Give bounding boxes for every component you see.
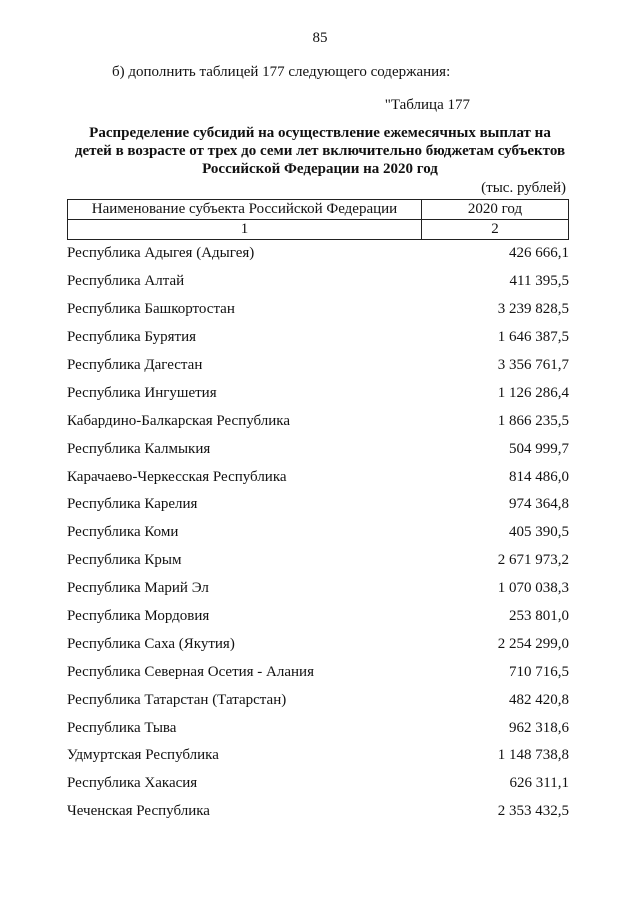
- region-name: Республика Коми: [67, 524, 179, 541]
- subsidy-value: 426 666,1: [509, 245, 569, 262]
- heading-line: Российской Федерации на 2020 год: [202, 161, 438, 177]
- table-row: [67, 658, 569, 686]
- region-name: Кабардино-Балкарская Республика: [67, 412, 291, 429]
- table-row: [67, 296, 569, 324]
- region-name: Карачаево-Черкесская Республика: [67, 468, 287, 485]
- subsidy-value: 710 716,5: [509, 663, 569, 680]
- subsidy-value: 253 801,0: [509, 608, 569, 625]
- subsidy-value: 626 311,1: [509, 775, 569, 792]
- table-row: [67, 519, 569, 547]
- table-row: [67, 491, 569, 519]
- subsidy-value: 1 148 738,8: [497, 747, 569, 764]
- header-row: [68, 200, 569, 220]
- subsidy-value: 405 390,5: [509, 524, 569, 541]
- region-name: Республика Алтай: [67, 273, 185, 290]
- table-row: [67, 742, 569, 770]
- region-name: Республика Тыва: [67, 719, 177, 736]
- table-row: [67, 547, 569, 575]
- table-caption: "Таблица 177: [384, 97, 470, 113]
- table-row: [67, 268, 569, 296]
- heading-line: Распределение субсидий на осуществление ежемесячных выплат на: [89, 125, 551, 141]
- table-row: [67, 630, 569, 658]
- table-row: [67, 240, 569, 268]
- subsidy-value: 3 356 761,7: [497, 357, 569, 373]
- table-row: [67, 352, 569, 380]
- subsidy-value: 482 420,8: [509, 691, 569, 708]
- table-row: [67, 407, 569, 435]
- subsidy-value: 1 070 038,3: [497, 580, 569, 597]
- region-name: Республика Марий Эл: [67, 580, 209, 597]
- subsidy-value: 3 239 828,5: [497, 301, 569, 318]
- heading-line: детей в возрасте от трех до семи лет включительно бюджетам субъектов: [74, 143, 566, 159]
- region-name: Республика Карелия: [67, 496, 198, 513]
- subsidy-value: 504 999,7: [509, 440, 569, 457]
- subsidy-value: 962 318,6: [509, 719, 569, 736]
- subsidy-value: 1 126 286,4: [497, 384, 569, 401]
- region-name: Республика Мордовия: [67, 608, 210, 625]
- region-name: Республика Хакасия: [67, 775, 198, 792]
- table-row: [67, 575, 569, 603]
- subsidy-value: 2 254 299,0: [497, 635, 569, 652]
- region-name: Республика Дагестан: [67, 357, 203, 373]
- table-row: [67, 379, 569, 407]
- subsidy-value: 974 364,8: [509, 496, 569, 513]
- subsidy-value: 411 395,5: [509, 273, 569, 290]
- table-body: [67, 240, 569, 826]
- table-header: [67, 199, 569, 240]
- table-row: [67, 435, 569, 463]
- region-name: Удмуртская Республика: [67, 747, 219, 764]
- table-heading: [40, 124, 600, 178]
- header-col-year: 2020 год: [422, 200, 569, 220]
- region-name: Республика Бурятия: [67, 329, 197, 346]
- region-name: Республика Северная Осетия - Алания: [67, 663, 314, 680]
- header-col-name: Наименование субъекта Российской Федерации: [68, 200, 422, 220]
- table-row: [67, 463, 569, 491]
- region-name: Республика Крым: [67, 552, 182, 569]
- region-name: Чеченская Республика: [67, 803, 210, 820]
- subsidy-value: 2 671 973,2: [497, 552, 569, 569]
- subsidy-value: 1 646 387,5: [497, 329, 569, 346]
- subsidy-value: 2 353 432,5: [497, 803, 569, 820]
- header-num-1: 1: [68, 220, 422, 240]
- units-label: (тыс. рублей): [481, 180, 566, 196]
- page-number: 85: [312, 30, 328, 46]
- table-row: [67, 714, 569, 742]
- subsidy-value: 1 866 235,5: [497, 412, 569, 429]
- table-row: [67, 798, 569, 826]
- table-row: [67, 603, 569, 631]
- table-row: [67, 770, 569, 798]
- region-name: Республика Ингушетия: [67, 384, 217, 401]
- region-name: Республика Татарстан (Татарстан): [67, 691, 287, 708]
- table-row: [67, 686, 569, 714]
- region-name: Республика Саха (Якутия): [67, 635, 235, 652]
- region-name: Республика Адыгея (Адыгея): [67, 245, 255, 262]
- subsidy-value: 814 486,0: [509, 468, 569, 485]
- table-row: [67, 324, 569, 352]
- header-number-row: [68, 220, 569, 240]
- region-name: Республика Калмыкия: [67, 440, 211, 457]
- header-num-2: 2: [422, 220, 569, 240]
- intro-text: б) дополнить таблицей 177 следующего содержания:: [112, 64, 451, 80]
- region-name: Республика Башкортостан: [67, 301, 235, 318]
